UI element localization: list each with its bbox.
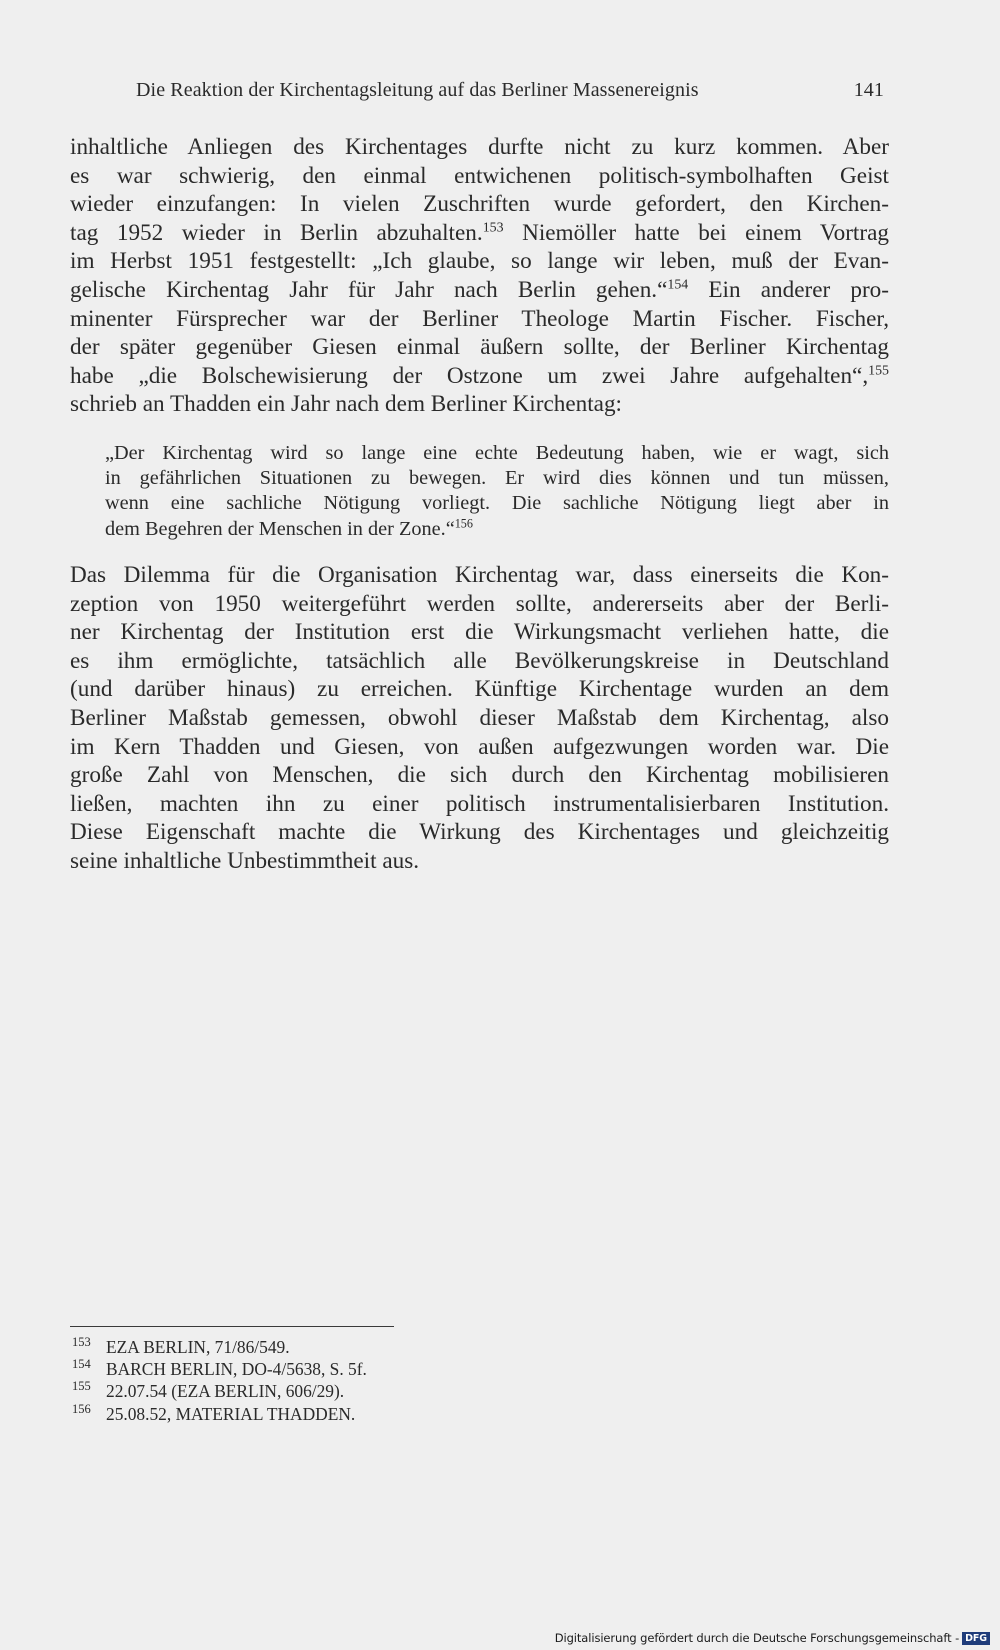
text-line: der später gegenüber Giesen einmal äußern sollte, der Berliner Kirchentag	[70, 334, 889, 361]
text-line: inhaltliche Anliegen des Kirchentages durfte nicht zu kurz kommen. Aber	[70, 134, 889, 160]
text-line	[70, 362, 889, 391]
footnote-ref-153: 153	[482, 220, 504, 236]
text-line: es ihm ermöglichte, tatsächlich alle Bevölkerungskreise in Deutschland	[70, 647, 889, 674]
quote-line	[105, 517, 889, 542]
text-line: im Kern Thadden und Giesen, von außen aufgezwungen worden war. Die	[70, 733, 889, 760]
text-line: Das Dilemma für die Organisation Kirchentag war, dass einerseits die Kon-	[70, 562, 889, 588]
page-number: 141	[853, 79, 884, 101]
quote-line: in gefährlichen Situationen zu bewegen. Er wird dies können und tun müssen,	[105, 467, 889, 490]
footnote-ref-154: 154	[667, 277, 689, 293]
text-line: wieder einzufangen: In vielen Zuschriften wurde gefordert, den Kirchen-	[70, 191, 889, 218]
quote-line: wenn eine sachliche Nötigung vorliegt. Die sachliche Nötigung liegt aber in	[105, 492, 889, 515]
footnote-text: BARCH BERLIN, DO-4/5638, S. 5f.	[106, 1359, 367, 1380]
text-segment: gelische Kirchentag Jahr für Jahr nach Berlin gehen.“	[70, 276, 668, 303]
footnote-text: EZA BERLIN, 71/86/549.	[106, 1337, 290, 1357]
footnote-number: 153	[72, 1335, 91, 1349]
digitization-credit	[555, 1631, 990, 1645]
footnote-text: 22.07.54 (EZA BERLIN, 606/29).	[106, 1381, 345, 1402]
text-line: ner Kirchentag der Institution erst die Wirkungsmacht verliehen hatte, die	[70, 619, 889, 646]
paragraph-2	[70, 561, 889, 876]
quote-line: „Der Kirchentag wird so lange eine echte Bedeutung haben, wie er wagt, sich	[105, 442, 889, 464]
footnote-divider	[70, 1326, 394, 1327]
paragraph-1	[70, 133, 889, 419]
text-line: (und darüber hinaus) zu erreichen. Künftige Kirchentage wurden an dem	[70, 676, 889, 703]
footnote-number: 154	[72, 1357, 91, 1372]
footnote-ref-155: 155	[868, 363, 889, 379]
text-segment: Ein anderer pro-	[688, 276, 889, 303]
footnote-number: 155	[72, 1379, 91, 1394]
text-line: es war schwierig, den einmal entwichenen politisch-symbolhaften Geist	[70, 162, 889, 189]
text-line: seine inhaltliche Unbestimmtheit aus.	[70, 847, 420, 874]
footnote-ref-156: 156	[454, 516, 473, 531]
block-quote	[105, 441, 889, 542]
text-line: Berliner Maßstab gemessen, obwohl dieser Maßstab dem Kirchentag, also	[70, 704, 889, 731]
text-line: im Herbst 1951 festgestellt: „Ich glaube, so lange wir leben, muß der Evan-	[70, 248, 889, 275]
text-line: Diese Eigenschaft machte die Wirkung des Kirchentages und gleichzeitig	[70, 819, 889, 846]
text-line: zeption von 1950 weitergeführt werden sollte, andererseits aber der Berli-	[70, 590, 889, 617]
digitization-text: Digitalisierung gefördert durch die Deutsche Forschungsgemeinschaft -	[554, 1631, 960, 1645]
text-segment: tag 1952 wieder in Berlin abzuhalten.	[70, 219, 483, 246]
running-title: Die Reaktion der Kirchentagsleitung auf das Berliner Massenereignis	[136, 79, 699, 101]
text-segment: dem Begehren der Menschen in der Zone.“	[105, 517, 455, 540]
text-line	[70, 276, 889, 305]
text-line	[70, 219, 889, 248]
text-segment: habe „die Bolschewisierung der Ostzone um zwei Jahre aufgehalten“,	[70, 362, 869, 389]
text-line: minenter Fürsprecher war der Berliner Theologe Martin Fischer. Fischer,	[70, 305, 889, 332]
text-segment: Niemöller hatte bei einem Vortrag	[503, 219, 889, 246]
text-line: ließen, machten ihn zu einer politisch instrumentalisierbaren Institution.	[70, 790, 889, 817]
dfg-logo: DFG	[962, 1632, 990, 1645]
text-line: große Zahl von Menschen, die sich durch den Kirchentag mobilisieren	[70, 762, 889, 789]
footnote-number: 156	[72, 1401, 91, 1416]
footnote-text: 25.08.52, MATERIAL THADDEN.	[106, 1403, 356, 1424]
text-line: schrieb an Thadden ein Jahr nach dem Berliner Kirchentag:	[70, 391, 622, 418]
